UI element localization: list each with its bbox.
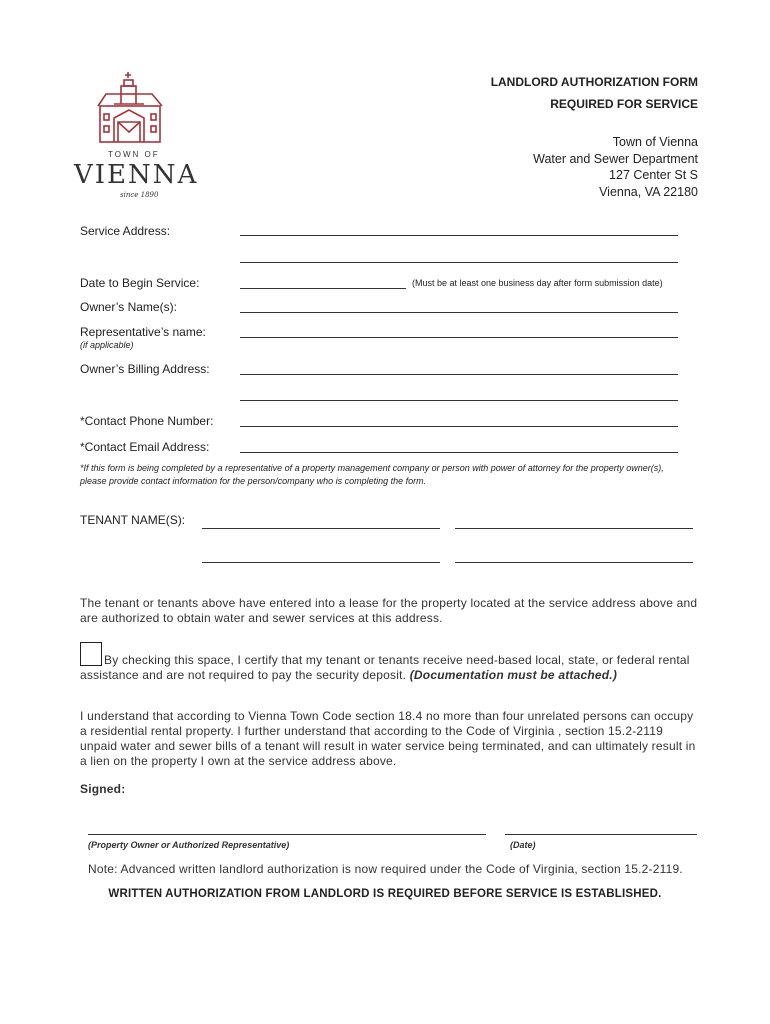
- logo-town-of: TOWN OF: [108, 150, 160, 159]
- phone-label: *Contact Phone Number:: [80, 414, 214, 428]
- footer-warning: WRITTEN AUTHORIZATION FROM LANDLORD IS REQUIRED BEFORE SERVICE IS ESTABLISHED.: [108, 888, 662, 900]
- date-note: (Must be at least one business day after form submission date): [412, 278, 663, 288]
- form-title: LANDLORD AUTHORIZATION FORM: [490, 75, 698, 89]
- date-label: (Date): [510, 840, 536, 850]
- billing-address-label: Owner’s Billing Address:: [80, 362, 210, 376]
- understand-statement: I understand that according to Vienna Town Code section 18.4 no more than four unrelated persons can occupy a residential rental property. I further understand that according to the Code of Virginia , section 15.2-2119 unpaid water and sewer bills of a tenant will result in water service being terminated, and can ultimately result in a lien on the property I own at the service address above.: [80, 709, 696, 768]
- owners-name-field[interactable]: [240, 312, 678, 313]
- town-hall-icon: [74, 70, 194, 148]
- date-begin-label: Date to Begin Service:: [80, 276, 200, 290]
- tenant-names-label: TENANT NAME(S):: [80, 513, 186, 527]
- footer-note: Note: Advanced written landlord authorization is now required under the Code of Virginia, section 15.2-2119.: [88, 862, 683, 876]
- rental-assistance-statement: [80, 653, 700, 683]
- representative-field[interactable]: [240, 337, 678, 338]
- department-address: [533, 134, 698, 200]
- address-line: Water and Sewer Department: [533, 151, 698, 166]
- signature-field[interactable]: [88, 834, 486, 835]
- rental-assistance-text: By checking this space, I certify that my tenant or tenants receive need-based local, state, or federal rental assistance and are not required to pay the security deposit.: [80, 653, 690, 682]
- tenant-name-field-1[interactable]: [202, 528, 440, 529]
- phone-field[interactable]: [240, 426, 678, 427]
- address-line: 127 Center St S: [609, 168, 698, 183]
- billing-address-field[interactable]: [240, 374, 678, 375]
- date-begin-field[interactable]: [240, 288, 406, 289]
- documentation-required: (Documentation must be attached.): [409, 668, 618, 682]
- tenant-name-field-3[interactable]: [202, 562, 440, 563]
- contact-note: *If this form is being completed by a representative of a property management company or person with power of attorney for the property owner(s), please provide contact information for the person/company who is completing the form.: [80, 463, 664, 486]
- logo-name: VIENNA: [74, 160, 199, 190]
- lease-statement: The tenant or tenants above have entered into a lease for the property located at the service address above and are authorized to obtain water and sewer services at this address.: [80, 596, 698, 625]
- email-field[interactable]: [240, 452, 678, 453]
- address-line: Town of Vienna: [612, 135, 698, 149]
- signature-label: (Property Owner or Authorized Representative): [88, 840, 290, 850]
- form-subtitle: REQUIRED FOR SERVICE: [550, 97, 698, 111]
- service-address-label: Service Address:: [80, 224, 171, 238]
- address-line: Vienna, VA 22180: [599, 184, 698, 199]
- billing-address-field-2[interactable]: [240, 400, 678, 401]
- logo-since: since 1890: [120, 191, 159, 199]
- owners-name-label: Owner’s Name(s):: [80, 300, 177, 314]
- representative-sublabel: (if applicable): [80, 340, 134, 350]
- representative-label: Representative’s name:: [80, 325, 206, 339]
- email-label: *Contact Email Address:: [80, 440, 210, 454]
- signature-date-field[interactable]: [505, 834, 697, 835]
- service-address-field-2[interactable]: [240, 262, 678, 263]
- service-address-field[interactable]: [240, 235, 678, 236]
- tenant-name-field-4[interactable]: [455, 562, 693, 563]
- signed-label: Signed:: [80, 782, 126, 796]
- tenant-name-field-2[interactable]: [455, 528, 693, 529]
